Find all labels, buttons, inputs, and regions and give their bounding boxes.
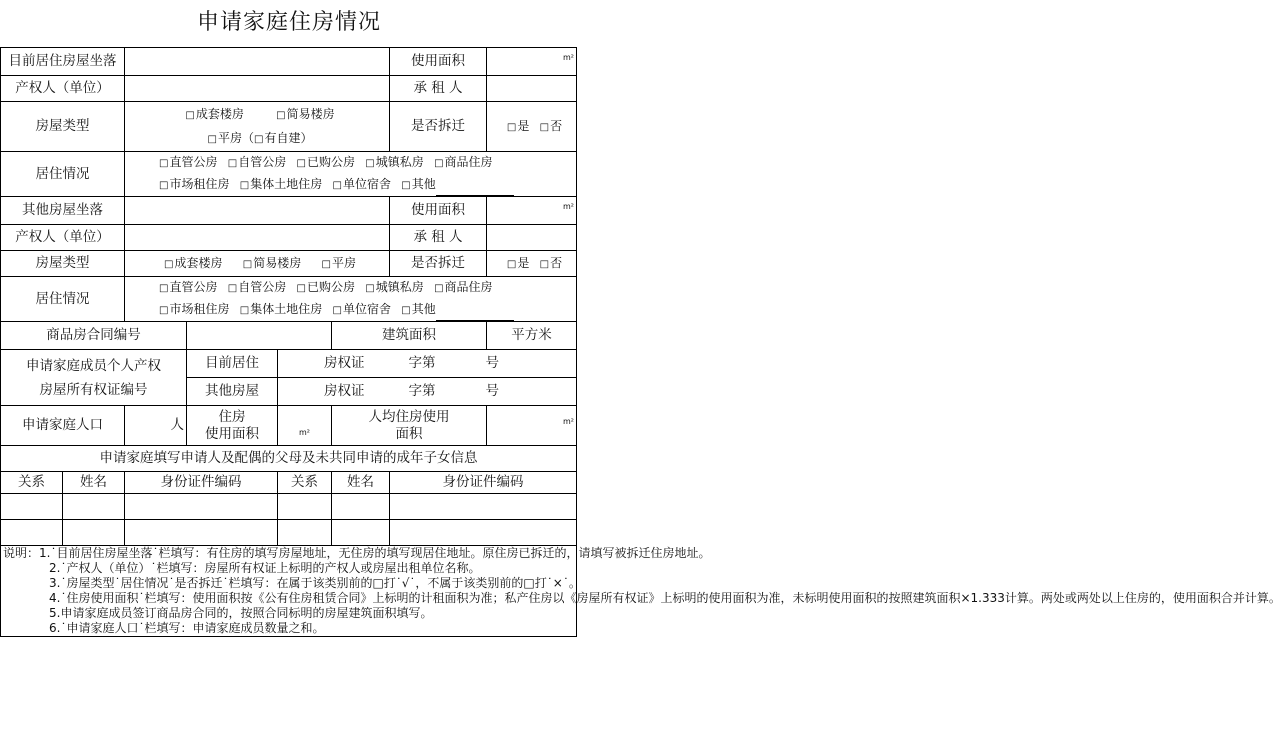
household-area-unit: m² bbox=[299, 427, 310, 437]
contract-field[interactable] bbox=[187, 322, 332, 350]
checkbox-simple-building[interactable]: □ 简易楼房 bbox=[276, 107, 334, 121]
checkbox-collective-land[interactable]: □ 集体土地住房 bbox=[240, 177, 322, 191]
other-other-fill-line[interactable] bbox=[436, 308, 514, 321]
cert-label-line1: 申请家庭成员个人产权 bbox=[26, 357, 161, 374]
per-capita-label bbox=[332, 406, 487, 446]
cert-current-zi: 字第 bbox=[408, 355, 436, 372]
member-id-cell[interactable] bbox=[125, 494, 278, 520]
members-section-row bbox=[1, 446, 577, 472]
checkbox-other-complete-building[interactable]: □ 成套楼房 bbox=[164, 256, 222, 270]
other-lessee-label: 承 租 人 bbox=[390, 225, 487, 251]
checkbox-market-rent[interactable]: □ 市场租住房 bbox=[159, 177, 229, 191]
current-status-row bbox=[1, 152, 577, 197]
current-area-field[interactable] bbox=[487, 48, 577, 76]
other-lessee-field[interactable] bbox=[487, 225, 577, 251]
contract-area-unit: 平方米 bbox=[487, 322, 577, 350]
members-section-title: 申请家庭填写申请人及配偶的父母及未共同申请的成年子女信息 bbox=[1, 446, 577, 472]
other-area-unit: m² bbox=[563, 201, 574, 211]
checkbox-other[interactable]: □ 其他 bbox=[401, 177, 435, 191]
current-location-label: 目前居住房屋坐落 bbox=[1, 48, 125, 76]
checkbox-commercial[interactable]: □ 商品住房 bbox=[434, 155, 492, 169]
member-name-cell[interactable] bbox=[63, 494, 125, 520]
cert-other-zi: 字第 bbox=[408, 383, 436, 400]
current-status-options bbox=[125, 152, 577, 197]
per-capita-unit: m² bbox=[563, 416, 574, 426]
member-id-cell[interactable] bbox=[125, 520, 278, 546]
header-relation-1: 关系 bbox=[1, 472, 63, 494]
other-type-options bbox=[125, 251, 390, 277]
header-name-2: 姓名 bbox=[332, 472, 390, 494]
cert-other-label: 其他房屋 bbox=[187, 378, 278, 406]
checkbox-other-bungalow[interactable]: □ 平房 bbox=[322, 256, 356, 270]
contract-row bbox=[1, 322, 577, 350]
other-owner-label: 产权人（单位） bbox=[1, 225, 125, 251]
cert-label-line2: 房屋所有权证编号 bbox=[39, 381, 148, 398]
header-name-1: 姓名 bbox=[63, 472, 125, 494]
cert-other-word: 房权证 bbox=[324, 383, 365, 400]
household-area-label-line1: 住房 bbox=[218, 408, 246, 425]
member-name-cell[interactable] bbox=[63, 520, 125, 546]
checkbox-demolish-yes[interactable]: □ 是 bbox=[507, 119, 529, 133]
member-row bbox=[1, 494, 577, 520]
housing-form-table bbox=[0, 47, 1281, 637]
current-demolish-options bbox=[487, 102, 577, 152]
other-status-options bbox=[125, 277, 577, 322]
checkbox-urban-private[interactable]: □ 城镇私房 bbox=[365, 155, 423, 169]
checkbox-self-public[interactable]: □ 自管公房 bbox=[228, 155, 286, 169]
checkbox-other-demolish-no[interactable]: □ 否 bbox=[540, 256, 562, 270]
current-location-row bbox=[1, 48, 577, 76]
note-6: 6.˙申请家庭人口˙栏填写：申请家庭成员数量之和。 bbox=[49, 621, 325, 635]
other-owner-field[interactable] bbox=[125, 225, 390, 251]
current-lessee-label: 承 租 人 bbox=[390, 76, 487, 102]
member-relation-cell[interactable] bbox=[1, 520, 63, 546]
current-owner-field[interactable] bbox=[125, 76, 390, 102]
notes-row bbox=[1, 546, 577, 637]
other-status-row bbox=[1, 277, 577, 322]
cert-other-field[interactable] bbox=[278, 378, 577, 406]
household-unit: 人 bbox=[170, 417, 184, 434]
checkbox-self-built[interactable]: □ 有自建） bbox=[254, 131, 312, 145]
cert-row-current bbox=[1, 350, 577, 378]
checkbox-demolish-no[interactable]: □ 否 bbox=[540, 119, 562, 133]
checkbox-unit-dorm[interactable]: □ 单位宿舍 bbox=[333, 177, 391, 191]
other-type-label: 房屋类型 bbox=[1, 251, 125, 277]
current-area-unit: m² bbox=[563, 52, 574, 62]
other-location-label: 其他房屋坐落 bbox=[1, 197, 125, 225]
note-4: 4.˙住房使用面积˙栏填写：使用面积按《公有住房租赁合同》上标明的计租面积为准；私产住房以《房屋所有权证》上标明的使用面积为准，未标明使用面积的按照建筑面积×1.333计算。两处或两处以上住房的，使用面积合并计算。 bbox=[49, 591, 1281, 605]
checkbox-other-direct-public[interactable]: □ 直管公房 bbox=[159, 280, 217, 294]
member-row bbox=[1, 520, 577, 546]
member-id-cell[interactable] bbox=[390, 494, 577, 520]
member-relation-cell[interactable] bbox=[278, 520, 332, 546]
current-owner-label: 产权人（单位） bbox=[1, 76, 125, 102]
current-area-label: 使用面积 bbox=[390, 48, 487, 76]
checkbox-other-market-rent[interactable]: □ 市场租住房 bbox=[159, 302, 229, 316]
household-count-field[interactable] bbox=[125, 406, 187, 446]
note-1: 说明：1.˙目前居住房屋坐落˙栏填写：有住房的填写房屋地址，无住房的填写现居住地址。原住房已拆迁的，请填写被拆迁住房地址。 bbox=[3, 546, 711, 560]
checkbox-direct-public[interactable]: □ 直管公房 bbox=[159, 155, 217, 169]
checkbox-other-other[interactable]: □ 其他 bbox=[401, 302, 435, 316]
note-2: 2.˙产权人（单位）˙栏填写：房屋所有权证上标明的产权人或房屋出租单位名称。 bbox=[49, 561, 481, 575]
cert-current-field[interactable] bbox=[278, 350, 577, 378]
checkbox-bungalow[interactable]: □ 平房（ bbox=[208, 131, 254, 145]
other-location-row bbox=[1, 197, 577, 225]
member-relation-cell[interactable] bbox=[278, 494, 332, 520]
current-type-options bbox=[125, 102, 390, 152]
header-id-2: 身份证件编码 bbox=[390, 472, 577, 494]
checkbox-purchased-public[interactable]: □ 已购公房 bbox=[297, 155, 355, 169]
current-status-label: 居住情况 bbox=[1, 152, 125, 197]
checkbox-other-self-public[interactable]: □ 自管公房 bbox=[228, 280, 286, 294]
other-type-row bbox=[1, 251, 577, 277]
cert-current-hao: 号 bbox=[485, 355, 499, 372]
other-location-field[interactable] bbox=[125, 197, 390, 225]
contract-label: 商品房合同编号 bbox=[1, 322, 187, 350]
checkbox-other-commercial[interactable]: □ 商品住房 bbox=[434, 280, 492, 294]
per-capita-label-line1: 人均住房使用 bbox=[368, 408, 450, 425]
current-lessee-field[interactable] bbox=[487, 76, 577, 102]
member-id-cell[interactable] bbox=[390, 520, 577, 546]
household-label: 申请家庭人口 bbox=[1, 406, 125, 446]
current-location-field[interactable] bbox=[125, 48, 390, 76]
other-status-label: 居住情况 bbox=[1, 277, 125, 322]
other-demolish-label: 是否拆迁 bbox=[390, 251, 487, 277]
notes-cell bbox=[1, 546, 1281, 637]
other-fill-line[interactable] bbox=[436, 183, 514, 196]
current-owner-row bbox=[1, 76, 577, 102]
cert-other-hao: 号 bbox=[485, 383, 499, 400]
current-type-label: 房屋类型 bbox=[1, 102, 125, 152]
per-capita-field[interactable] bbox=[487, 406, 577, 446]
checkbox-complete-building[interactable]: □ 成套楼房 bbox=[185, 107, 243, 121]
household-area-label-line2: 使用面积 bbox=[205, 425, 259, 442]
header-id-1: 身份证件编码 bbox=[125, 472, 278, 494]
current-type-row bbox=[1, 102, 577, 152]
form-title: 申请家庭住房情况 bbox=[196, 10, 381, 35]
note-5: 5.申请家庭成员签订商品房合同的，按照合同标明的房屋建筑面积填写。 bbox=[49, 606, 433, 620]
other-demolish-options bbox=[487, 251, 577, 277]
other-area-label: 使用面积 bbox=[390, 197, 487, 225]
household-row bbox=[1, 406, 577, 446]
checkbox-other-demolish-yes[interactable]: □ 是 bbox=[507, 256, 529, 270]
member-name-cell[interactable] bbox=[332, 494, 390, 520]
member-relation-cell[interactable] bbox=[1, 494, 63, 520]
checkbox-other-unit-dorm[interactable]: □ 单位宿舍 bbox=[333, 302, 391, 316]
checkbox-other-urban-private[interactable]: □ 城镇私房 bbox=[365, 280, 423, 294]
cert-label bbox=[1, 350, 187, 406]
per-capita-label-line2: 面积 bbox=[395, 425, 423, 442]
current-demolish-label: 是否拆迁 bbox=[390, 102, 487, 152]
note-3: 3.˙房屋类型˙居住情况˙是否拆迁˙栏填写：在属于该类别前的□打˙√˙，不属于该类别前的□打˙×˙。 bbox=[49, 576, 581, 590]
header-relation-2: 关系 bbox=[278, 472, 332, 494]
checkbox-other-collective-land[interactable]: □ 集体土地住房 bbox=[240, 302, 322, 316]
cert-current-label: 目前居住 bbox=[187, 350, 278, 378]
members-header-row bbox=[1, 472, 577, 494]
cert-current-word: 房权证 bbox=[324, 355, 365, 372]
member-name-cell[interactable] bbox=[332, 520, 390, 546]
checkbox-other-simple-building[interactable]: □ 简易楼房 bbox=[243, 256, 301, 270]
household-area-field[interactable] bbox=[278, 406, 332, 446]
checkbox-other-purchased-public[interactable]: □ 已购公房 bbox=[297, 280, 355, 294]
other-area-field[interactable] bbox=[487, 197, 577, 225]
household-area-label bbox=[187, 406, 278, 446]
contract-area-label: 建筑面积 bbox=[332, 322, 487, 350]
other-owner-row bbox=[1, 225, 577, 251]
